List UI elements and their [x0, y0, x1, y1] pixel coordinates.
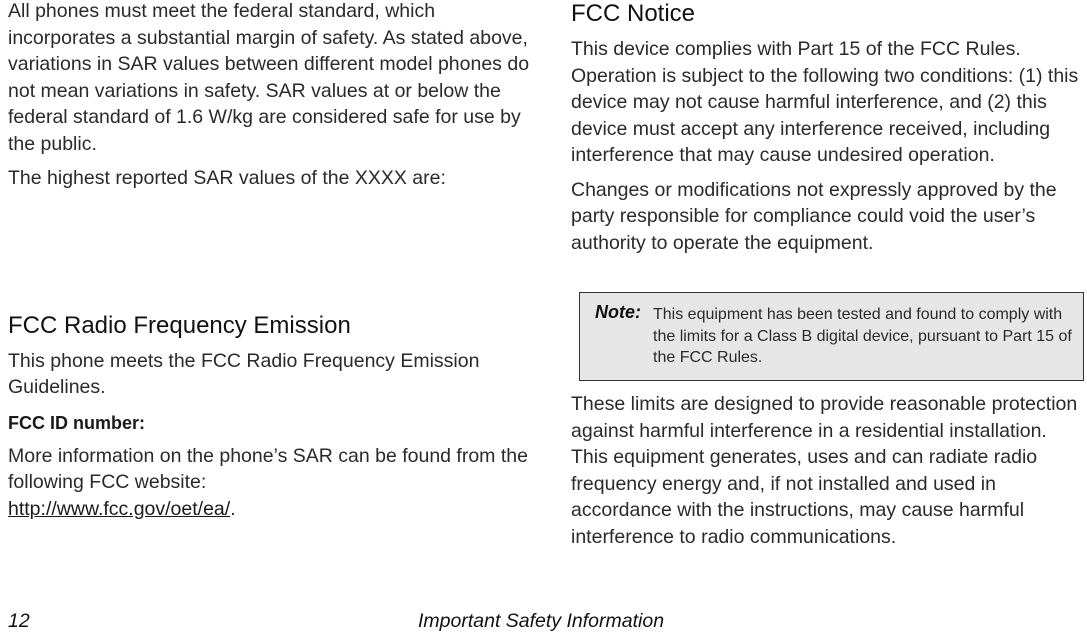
fcc-website-link[interactable]: http://www.fcc.gov/oet/ea/ — [8, 497, 231, 520]
left-column — [8, 0, 538, 522]
limits-paragraph: These limits are designed to provide reasonable protection against harmful interference in a residential installation. This equipment generates, uses and can radiate radio frequency energy and, if not installed and used in accordance with the instructions, may cause harmful interference to radio communications. — [571, 393, 1078, 548]
note-text: This equipment has been tested and found to comply with the limits for a Class B digital device, pursuant to Part 15 of the FCC Rules. — [653, 306, 1072, 366]
link-period: . — [230, 497, 236, 520]
note-label: Note: — [595, 302, 641, 322]
more-info-paragraph — [8, 443, 538, 523]
right-column — [571, 0, 1085, 550]
footer-section-title: Important Safety Information — [418, 610, 665, 632]
fcc-notice-paragraph-1: This device complies with Part 15 of the FCC Rules. Operation is subject to the following two conditions: (1) this device may not cause harmful interference, and (2) this device must accept any interference received, including interference that may cause undesired operation. — [571, 38, 1079, 166]
sar-paragraph-1: All phones must meet the federal standard, which incorporates a substantial margin of safety. As stated above, variations in SAR values between different model phones do not mean variations in safety. SAR values at or below the federal standard of 1.6 W/kg are considered safe for use by the public. — [8, 0, 530, 155]
fcc-id-label: FCC ID number: — [8, 412, 145, 433]
rf-emission-paragraph: This phone meets the FCC Radio Frequency Emission Guidelines. — [8, 349, 480, 398]
more-info-text: More information on the phone’s SAR can be found from the following FCC website: — [8, 444, 528, 493]
fcc-notice-heading: FCC Notice — [571, 0, 696, 27]
sar-paragraph-2: The highest reported SAR values of the XXXX are: — [8, 167, 446, 189]
fcc-notice-paragraph-2: Changes or modifications not expressly approved by the party responsible for compliance could void the user’s authority to operate the equipment. — [571, 178, 1057, 254]
page-number: 12 — [8, 610, 30, 632]
note-box — [579, 292, 1084, 381]
rf-emission-heading: FCC Radio Frequency Emission — [8, 311, 351, 339]
